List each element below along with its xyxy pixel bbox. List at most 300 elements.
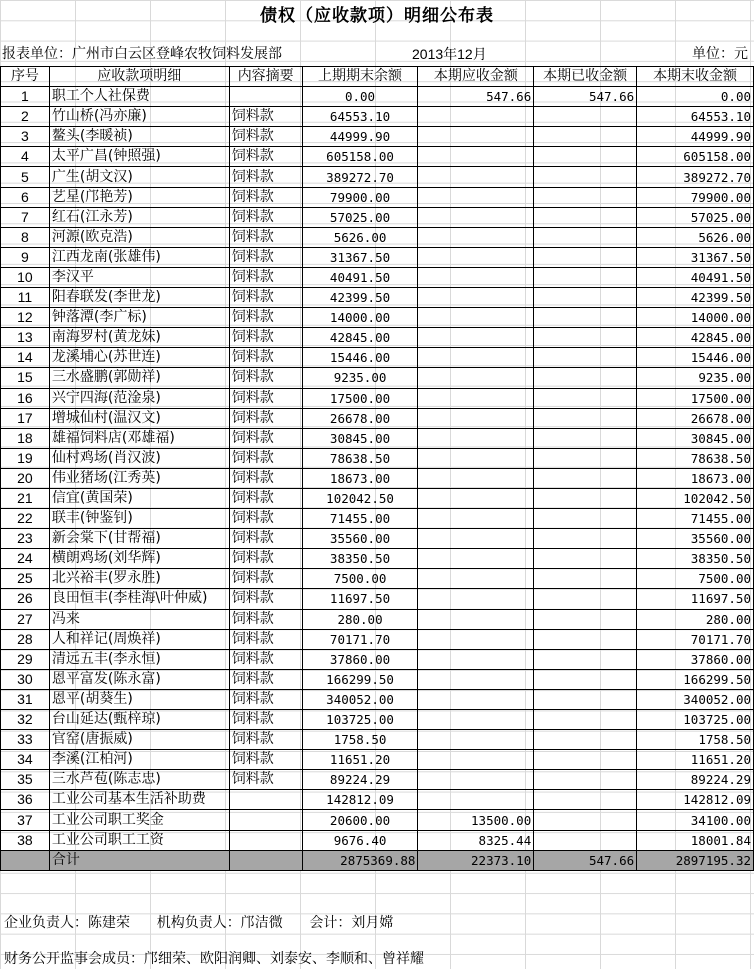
- table-row: [1, 167, 754, 187]
- row-end-balance: 38350.50: [637, 549, 754, 569]
- row-prev-balance: 9676.40: [302, 830, 418, 850]
- row-prev-balance: 78638.50: [302, 448, 418, 468]
- row-item: 雄福饲料店(邓雄福): [49, 428, 229, 448]
- row-current-due: [418, 549, 534, 569]
- row-memo: 饲料款: [229, 368, 302, 388]
- row-item: 竹山桥(冯亦廉): [49, 107, 229, 127]
- row-end-balance: 11651.20: [637, 750, 754, 770]
- row-no: 35: [1, 770, 50, 790]
- row-current-due: [418, 569, 534, 589]
- row-current-received: [534, 609, 637, 629]
- row-current-received: [534, 267, 637, 287]
- row-current-received: [534, 348, 637, 368]
- row-current-due: [418, 649, 534, 669]
- row-memo: 饲料款: [229, 710, 302, 730]
- row-no: 1: [1, 87, 50, 107]
- row-item: 艺星(邝艳芳): [49, 187, 229, 207]
- row-item: 职工个人社保费: [49, 87, 229, 107]
- header-memo: 内容摘要: [229, 67, 302, 87]
- row-end-balance: 57025.00: [637, 207, 754, 227]
- table-header-row: [1, 67, 754, 87]
- row-prev-balance: 71455.00: [302, 509, 418, 529]
- table-row: [1, 388, 754, 408]
- row-end-balance: 103725.00: [637, 710, 754, 730]
- row-current-due: [418, 589, 534, 609]
- row-memo: 饲料款: [229, 669, 302, 689]
- row-current-due: [418, 710, 534, 730]
- total-received: 547.66: [534, 850, 637, 870]
- table-row: [1, 428, 754, 448]
- row-memo: 饲料款: [229, 428, 302, 448]
- supervisors-line: 财务公开监事会成员：邝细荣、欧阳润卿、刘泰安、李顺和、曾祥耀: [4, 951, 424, 967]
- row-prev-balance: 142812.09: [302, 790, 418, 810]
- row-prev-balance: 166299.50: [302, 669, 418, 689]
- total-row: [1, 850, 754, 870]
- row-no: 22: [1, 509, 50, 529]
- row-no: 21: [1, 488, 50, 508]
- row-current-due: [418, 468, 534, 488]
- row-memo: 饲料款: [229, 408, 302, 428]
- row-current-due: [418, 127, 534, 147]
- row-current-received: [534, 288, 637, 308]
- row-prev-balance: 5626.00: [302, 227, 418, 247]
- row-current-received: [534, 428, 637, 448]
- row-no: 38: [1, 830, 50, 850]
- row-current-due: [418, 328, 534, 348]
- row-no: 13: [1, 328, 50, 348]
- row-item: 南海罗村(黄龙妹): [49, 328, 229, 348]
- table-row: [1, 147, 754, 167]
- row-end-balance: 71455.00: [637, 509, 754, 529]
- row-current-received: [534, 368, 637, 388]
- table-row: [1, 107, 754, 127]
- row-item: 增城仙村(温汉文): [49, 408, 229, 428]
- row-prev-balance: 70171.70: [302, 629, 418, 649]
- row-end-balance: 30845.00: [637, 428, 754, 448]
- row-current-due: [418, 227, 534, 247]
- row-prev-balance: 102042.50: [302, 488, 418, 508]
- row-memo: 饲料款: [229, 750, 302, 770]
- row-memo: [229, 830, 302, 850]
- row-memo: 饲料款: [229, 689, 302, 709]
- row-current-received: [534, 529, 637, 549]
- row-current-received: [534, 589, 637, 609]
- row-memo: 饲料款: [229, 549, 302, 569]
- row-current-received: [534, 308, 637, 328]
- row-end-balance: 11697.50: [637, 589, 754, 609]
- row-current-due: [418, 107, 534, 127]
- row-end-balance: 31367.50: [637, 247, 754, 267]
- row-memo: 饲料款: [229, 609, 302, 629]
- row-no: 12: [1, 308, 50, 328]
- row-memo: 饲料款: [229, 730, 302, 750]
- row-item: 三水盛鹏(郭勋祥): [49, 368, 229, 388]
- table-row: [1, 770, 754, 790]
- row-prev-balance: 31367.50: [302, 247, 418, 267]
- row-current-received: [534, 448, 637, 468]
- row-end-balance: 79900.00: [637, 187, 754, 207]
- table-row: [1, 288, 754, 308]
- row-current-due: [418, 288, 534, 308]
- total-due: 22373.10: [418, 850, 534, 870]
- row-end-balance: 42845.00: [637, 328, 754, 348]
- row-prev-balance: 89224.29: [302, 770, 418, 790]
- row-prev-balance: 38350.50: [302, 549, 418, 569]
- row-no: 36: [1, 790, 50, 810]
- row-prev-balance: 17500.00: [302, 388, 418, 408]
- row-no: 30: [1, 669, 50, 689]
- row-end-balance: 1758.50: [637, 730, 754, 750]
- header-current-due: 本期应收金额: [418, 67, 534, 87]
- row-current-received: [534, 509, 637, 529]
- row-end-balance: 40491.50: [637, 267, 754, 287]
- row-memo: 饲料款: [229, 529, 302, 549]
- row-current-due: [418, 408, 534, 428]
- row-current-due: 8325.44: [418, 830, 534, 850]
- row-end-balance: 26678.00: [637, 408, 754, 428]
- row-no: 10: [1, 267, 50, 287]
- row-no: 5: [1, 167, 50, 187]
- row-end-balance: 18673.00: [637, 468, 754, 488]
- row-prev-balance: 11651.20: [302, 750, 418, 770]
- row-current-due: [418, 428, 534, 448]
- row-end-balance: 35560.00: [637, 529, 754, 549]
- row-current-due: [418, 308, 534, 328]
- row-current-received: [534, 147, 637, 167]
- row-current-due: [418, 348, 534, 368]
- row-current-due: [418, 629, 534, 649]
- row-end-balance: 7500.00: [637, 569, 754, 589]
- table-row: [1, 689, 754, 709]
- row-current-due: [418, 448, 534, 468]
- row-item: 仙村鸡场(肖汉波): [49, 448, 229, 468]
- row-no: 9: [1, 247, 50, 267]
- row-current-received: [534, 730, 637, 750]
- row-memo: 饲料款: [229, 468, 302, 488]
- row-current-received: [534, 187, 637, 207]
- table-row: [1, 730, 754, 750]
- row-item: 北兴裕丰(罗永胜): [49, 569, 229, 589]
- row-current-due: [418, 267, 534, 287]
- row-current-due: [418, 509, 534, 529]
- row-prev-balance: 280.00: [302, 609, 418, 629]
- row-end-balance: 17500.00: [637, 388, 754, 408]
- row-current-due: [418, 247, 534, 267]
- row-memo: 饲料款: [229, 267, 302, 287]
- row-end-balance: 9235.00: [637, 368, 754, 388]
- row-no: 33: [1, 730, 50, 750]
- total-prev: 2875369.88: [302, 850, 418, 870]
- row-prev-balance: 18673.00: [302, 468, 418, 488]
- row-item: 冯来: [49, 609, 229, 629]
- row-current-due: [418, 669, 534, 689]
- table-row: [1, 830, 754, 850]
- receivables-table: [0, 66, 754, 871]
- row-current-received: [534, 790, 637, 810]
- header-no: 序号: [1, 67, 50, 87]
- row-end-balance: 605158.00: [637, 147, 754, 167]
- row-no: 23: [1, 529, 50, 549]
- row-no: 6: [1, 187, 50, 207]
- row-no: 7: [1, 207, 50, 227]
- row-end-balance: 64553.10: [637, 107, 754, 127]
- row-item: 官窑(唐振威): [49, 730, 229, 750]
- table-row: [1, 267, 754, 287]
- table-row: [1, 87, 754, 107]
- row-prev-balance: 57025.00: [302, 207, 418, 227]
- table-row: [1, 227, 754, 247]
- row-memo: 饲料款: [229, 328, 302, 348]
- row-no: 24: [1, 549, 50, 569]
- table-row: [1, 448, 754, 468]
- table-row: [1, 368, 754, 388]
- row-memo: 饲料款: [229, 107, 302, 127]
- table-row: [1, 348, 754, 368]
- row-current-received: [534, 770, 637, 790]
- table-row: [1, 247, 754, 267]
- row-current-due: [418, 388, 534, 408]
- row-memo: 饲料款: [229, 348, 302, 368]
- row-no: 8: [1, 227, 50, 247]
- row-end-balance: 102042.50: [637, 488, 754, 508]
- row-end-balance: 70171.70: [637, 629, 754, 649]
- table-row: [1, 408, 754, 428]
- row-prev-balance: 9235.00: [302, 368, 418, 388]
- row-current-received: [534, 107, 637, 127]
- row-prev-balance: 1758.50: [302, 730, 418, 750]
- row-prev-balance: 35560.00: [302, 529, 418, 549]
- row-current-due: [418, 187, 534, 207]
- row-memo: 饲料款: [229, 569, 302, 589]
- row-memo: [229, 87, 302, 107]
- row-no: 19: [1, 448, 50, 468]
- table-row: [1, 308, 754, 328]
- total-end: 2897195.32: [637, 850, 754, 870]
- table-row: [1, 529, 754, 549]
- row-memo: 饲料款: [229, 288, 302, 308]
- row-item: 信宜(黄国荣): [49, 488, 229, 508]
- row-current-received: [534, 408, 637, 428]
- row-no: 34: [1, 750, 50, 770]
- row-no: 16: [1, 388, 50, 408]
- row-item: 伟业猪场(江秀英): [49, 468, 229, 488]
- row-item: 工业公司职工工资: [49, 830, 229, 850]
- row-item: 恩平富发(陈永富): [49, 669, 229, 689]
- row-memo: 饲料款: [229, 167, 302, 187]
- row-end-balance: 14000.00: [637, 308, 754, 328]
- row-item: 阳春联发(李世龙): [49, 288, 229, 308]
- row-no: 17: [1, 408, 50, 428]
- row-end-balance: 389272.70: [637, 167, 754, 187]
- row-item: 工业公司基本生活补助费: [49, 790, 229, 810]
- row-memo: 饲料款: [229, 308, 302, 328]
- table-row: [1, 609, 754, 629]
- row-prev-balance: 7500.00: [302, 569, 418, 589]
- table-row: [1, 810, 754, 830]
- row-current-due: [418, 689, 534, 709]
- row-end-balance: 44999.90: [637, 127, 754, 147]
- row-current-received: [534, 830, 637, 850]
- row-no: 31: [1, 689, 50, 709]
- row-memo: 饲料款: [229, 770, 302, 790]
- report-unit: 单位：元: [692, 46, 748, 62]
- row-memo: 饲料款: [229, 649, 302, 669]
- row-current-received: 547.66: [534, 87, 637, 107]
- row-prev-balance: 44999.90: [302, 127, 418, 147]
- row-no: 20: [1, 468, 50, 488]
- row-item: 新会棠下(甘帮福): [49, 529, 229, 549]
- row-prev-balance: 605158.00: [302, 147, 418, 167]
- row-current-due: [418, 750, 534, 770]
- row-current-due: [418, 609, 534, 629]
- report-org: 报表单位：广州市白云区登峰农牧饲料发展部: [2, 46, 282, 62]
- row-memo: 饲料款: [229, 127, 302, 147]
- row-memo: [229, 790, 302, 810]
- table-row: [1, 488, 754, 508]
- row-item: 钟落潭(李广标): [49, 308, 229, 328]
- row-prev-balance: 340052.00: [302, 689, 418, 709]
- table-row: [1, 187, 754, 207]
- table-row: [1, 589, 754, 609]
- row-no: 2: [1, 107, 50, 127]
- row-current-due: 547.66: [418, 87, 534, 107]
- table-row: [1, 569, 754, 589]
- table-row: [1, 328, 754, 348]
- row-item: 李溪(江柏河): [49, 750, 229, 770]
- table-row: [1, 669, 754, 689]
- table-row: [1, 468, 754, 488]
- row-item: 恩平(胡葵生): [49, 689, 229, 709]
- row-current-received: [534, 669, 637, 689]
- row-prev-balance: 42845.00: [302, 328, 418, 348]
- row-current-due: [418, 730, 534, 750]
- table-row: [1, 649, 754, 669]
- row-memo: 饲料款: [229, 227, 302, 247]
- row-prev-balance: 20600.00: [302, 810, 418, 830]
- row-current-received: [534, 207, 637, 227]
- row-end-balance: 0.00: [637, 87, 754, 107]
- row-prev-balance: 37860.00: [302, 649, 418, 669]
- row-prev-balance: 103725.00: [302, 710, 418, 730]
- row-prev-balance: 30845.00: [302, 428, 418, 448]
- signatures-line: 企业负责人：陈建荣 机构负责人：邝洁微 会计：刘月嫦: [4, 915, 394, 931]
- row-memo: 饲料款: [229, 388, 302, 408]
- row-current-due: [418, 167, 534, 187]
- table-row: [1, 750, 754, 770]
- row-memo: 饲料款: [229, 509, 302, 529]
- row-end-balance: 15446.00: [637, 348, 754, 368]
- row-memo: 饲料款: [229, 488, 302, 508]
- row-end-balance: 42399.50: [637, 288, 754, 308]
- row-memo: 饲料款: [229, 247, 302, 267]
- row-current-due: [418, 368, 534, 388]
- row-item: 李汉平: [49, 267, 229, 287]
- row-end-balance: 18001.84: [637, 830, 754, 850]
- row-memo: 饲料款: [229, 207, 302, 227]
- header-item: 应收款项明细: [49, 67, 229, 87]
- header-end-balance: 本期末收金额: [637, 67, 754, 87]
- row-end-balance: 166299.50: [637, 669, 754, 689]
- row-current-received: [534, 649, 637, 669]
- row-prev-balance: 40491.50: [302, 267, 418, 287]
- row-current-due: 13500.00: [418, 810, 534, 830]
- page-title: 债权（应收款项）明细公布表: [260, 6, 494, 26]
- row-current-due: [418, 529, 534, 549]
- row-no: 28: [1, 629, 50, 649]
- row-prev-balance: 0.00: [302, 87, 418, 107]
- row-item: 龙溪埔心(苏世连): [49, 348, 229, 368]
- row-current-received: [534, 549, 637, 569]
- table-row: [1, 629, 754, 649]
- row-current-due: [418, 790, 534, 810]
- row-current-received: [534, 488, 637, 508]
- table-row: [1, 127, 754, 147]
- row-end-balance: 78638.50: [637, 448, 754, 468]
- row-item: 河源(欧克浩): [49, 227, 229, 247]
- row-end-balance: 142812.09: [637, 790, 754, 810]
- row-memo: 饲料款: [229, 448, 302, 468]
- row-item: 工业公司职工奖金: [49, 810, 229, 830]
- row-item: 清远五丰(李永恒): [49, 649, 229, 669]
- row-item: 三水芦苞(陈志忠): [49, 770, 229, 790]
- row-item: 广生(胡文汉): [49, 167, 229, 187]
- row-memo: 饲料款: [229, 187, 302, 207]
- row-memo: 饲料款: [229, 589, 302, 609]
- row-end-balance: 5626.00: [637, 227, 754, 247]
- row-no: 15: [1, 368, 50, 388]
- row-no: 32: [1, 710, 50, 730]
- table-row: [1, 710, 754, 730]
- row-no: 18: [1, 428, 50, 448]
- row-end-balance: 280.00: [637, 609, 754, 629]
- header-current-received: 本期已收金额: [534, 67, 637, 87]
- row-prev-balance: 64553.10: [302, 107, 418, 127]
- row-item: 江西龙南(张雄伟): [49, 247, 229, 267]
- row-current-received: [534, 629, 637, 649]
- row-item: 鳌头(李暖祯): [49, 127, 229, 147]
- row-no: 26: [1, 589, 50, 609]
- row-no: 3: [1, 127, 50, 147]
- header-prev-balance: 上期期末余额: [302, 67, 418, 87]
- row-current-due: [418, 147, 534, 167]
- row-current-received: [534, 127, 637, 147]
- row-current-received: [534, 167, 637, 187]
- row-current-due: [418, 207, 534, 227]
- row-prev-balance: 42399.50: [302, 288, 418, 308]
- row-prev-balance: 14000.00: [302, 308, 418, 328]
- row-prev-balance: 389272.70: [302, 167, 418, 187]
- row-no: 4: [1, 147, 50, 167]
- table-row: [1, 549, 754, 569]
- row-item: 良田恒丰(李桂海\叶仲威): [49, 589, 229, 609]
- table-row: [1, 509, 754, 529]
- report-meta: [2, 44, 752, 64]
- row-current-received: [534, 750, 637, 770]
- row-current-received: [534, 388, 637, 408]
- table-row: [1, 790, 754, 810]
- row-item: 联丰(钟鉴钊): [49, 509, 229, 529]
- row-current-received: [534, 810, 637, 830]
- row-end-balance: 37860.00: [637, 649, 754, 669]
- row-no: 29: [1, 649, 50, 669]
- row-item: 人和祥记(周焕祥): [49, 629, 229, 649]
- report-month: 2013年12月: [412, 46, 487, 62]
- row-current-received: [534, 227, 637, 247]
- row-no: 37: [1, 810, 50, 830]
- row-prev-balance: 15446.00: [302, 348, 418, 368]
- row-current-due: [418, 770, 534, 790]
- row-current-received: [534, 710, 637, 730]
